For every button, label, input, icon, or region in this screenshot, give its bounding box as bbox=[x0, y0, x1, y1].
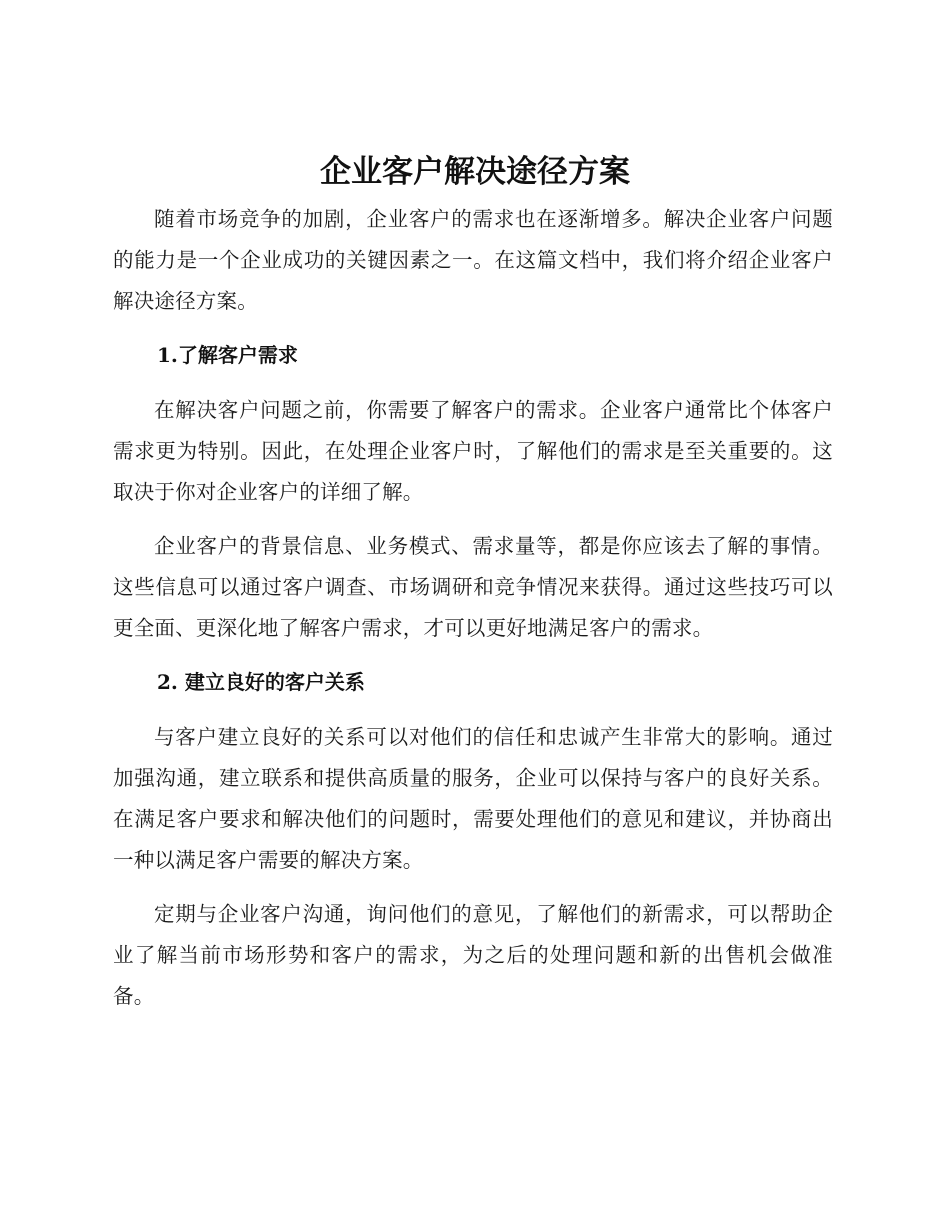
section-heading-1: 1.了解客户需求 bbox=[157, 343, 298, 367]
section-1-paragraph-2: 企业客户的背景信息、业务模式、需求量等，都是你应该去了解的事情。这些信息可以通过客户调查、市场调研和竞争情况来获得。通过这些技巧可以更全面、更深化地了解客户需求，才可以更好地满足客户的需求。 bbox=[113, 534, 833, 640]
section-1-paragraph-1: 在解决客户问题之前，你需要了解客户的需求。企业客户通常比个体客户需求更为特别。因此，在处理企业客户时，了解他们的需求是至关重要的。这取决于你对企业客户的详细了解。 bbox=[113, 398, 833, 504]
intro-paragraph: 随着市场竞争的加剧，企业客户的需求也在逐渐增多。解决企业客户问题的能力是一个企业成功的关键因素之一。在这篇文档中，我们将介绍企业客户解决途径方案。 bbox=[113, 207, 833, 313]
section-2-paragraph-1: 与客户建立良好的关系可以对他们的信任和忠诚产生非常大的影响。通过加强沟通，建立联系和提供高质量的服务，企业可以保持与客户的良好关系。在满足客户要求和解决他们的问题时，需要处理他们的意见和建议，并协商出一种以满足客户需要的解决方案。 bbox=[113, 725, 833, 872]
section-2-paragraph-2: 定期与企业客户沟通，询问他们的意见，了解他们的新需求，可以帮助企业了解当前市场形势和客户的需求，为之后的处理问题和新的出售机会做准备。 bbox=[113, 902, 833, 1008]
document-title: 企业客户解决途径方案 bbox=[320, 154, 630, 190]
document-body bbox=[113, 199, 833, 1030]
section-heading-2: 2. 建立良好的客户关系 bbox=[157, 670, 365, 694]
